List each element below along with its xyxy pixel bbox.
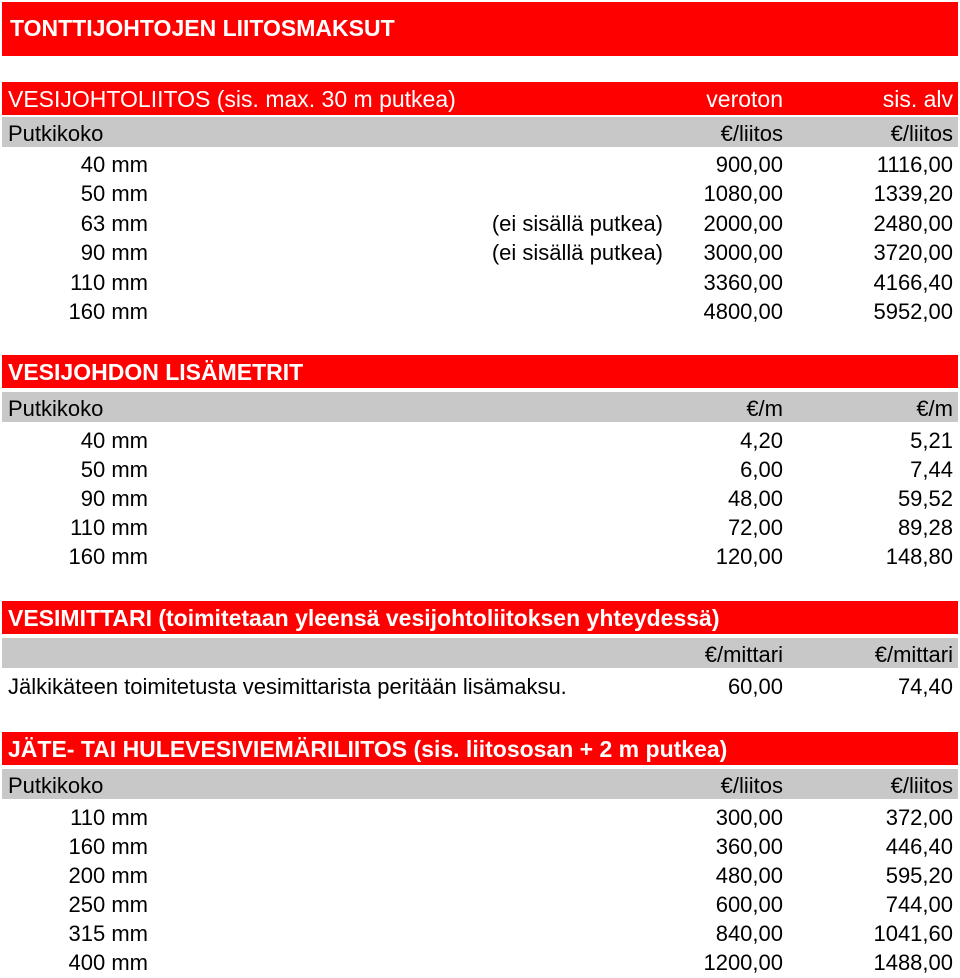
table-row [2, 830, 958, 859]
price-excl-vat: 1080,00 [703, 181, 783, 206]
meter-subheader [2, 638, 958, 668]
unit-label: €/mittari [874, 642, 953, 667]
pipe-size: 400 mm [68, 950, 148, 975]
pipe-size: 250 mm [68, 892, 148, 917]
table-row [2, 511, 958, 540]
pipe-size: 90 mm [80, 240, 148, 265]
price-incl-vat: 4166,40 [873, 270, 953, 295]
table-row [2, 424, 958, 453]
price-incl-vat: 1116,00 [876, 152, 953, 177]
row-note: (ei sisällä putkea) [491, 240, 663, 265]
price-excl-vat: 360,00 [715, 834, 783, 859]
price-incl-vat: 74,40 [897, 674, 953, 699]
pipe-size: 160 mm [68, 834, 148, 859]
pipe-size-label: Putkikoko [8, 121, 104, 146]
price-incl-vat: 89,28 [897, 515, 953, 540]
table-row [2, 888, 958, 917]
pipe-size: 110 mm [70, 270, 148, 295]
unit-label: €/liitos [720, 121, 783, 146]
table-row [2, 207, 958, 236]
price-excl-vat: 1200,00 [703, 950, 783, 975]
price-incl-vat: 1488,00 [873, 950, 953, 975]
extra-meters-header [2, 355, 958, 388]
price-excl-vat: 3000,00 [703, 240, 783, 265]
pipe-size: 160 mm [68, 544, 148, 569]
pipe-size-label: Putkikoko [8, 396, 104, 421]
extra-meters-title: VESIJOHDON LISÄMETRIT [8, 359, 304, 385]
price-excl-vat: 120,00 [715, 544, 783, 569]
row-note: (ei sisällä putkea) [491, 211, 663, 236]
price-excl-vat: 3360,00 [703, 270, 783, 295]
sewer-connection-title: JÄTE- TAI HULEVESIVIEMÄRILIITOS (sis. liitososan + 2 m putkea) [8, 736, 728, 762]
price-incl-vat: 595,20 [885, 863, 953, 888]
unit-label: €/m [746, 396, 783, 421]
table-row [2, 670, 958, 699]
page-title: TONTTIJOHTOJEN LIITOSMAKSUT [2, 2, 958, 56]
price-incl-vat: 59,52 [897, 486, 953, 511]
extra-subheader [2, 392, 958, 422]
unit-label: €/mittari [704, 642, 783, 667]
table-row [2, 540, 958, 569]
table-row [2, 266, 958, 295]
pipe-size-label: Putkikoko [8, 773, 104, 798]
table-row [2, 859, 958, 888]
price-incl-vat: 5,21 [910, 428, 953, 453]
table-row [2, 236, 958, 265]
price-excl-vat: 840,00 [715, 921, 783, 946]
price-excl-vat: 4,20 [740, 428, 783, 453]
pipe-size: 200 mm [68, 863, 148, 888]
pipe-size: 110 mm [70, 515, 148, 540]
price-incl-vat: 3720,00 [873, 240, 953, 265]
pipe-size: 160 mm [68, 299, 148, 324]
table-row [2, 482, 958, 511]
unit-label: €/liitos [890, 121, 953, 146]
price-incl-vat: 148,80 [885, 544, 953, 569]
price-incl-vat: 5952,00 [873, 299, 953, 324]
price-incl-vat: 446,40 [885, 834, 953, 859]
price-incl-vat: 2480,00 [873, 211, 953, 236]
col-alv-label: sis. alv [882, 86, 953, 112]
table-row [2, 148, 958, 177]
price-excl-vat: 4800,00 [703, 299, 783, 324]
meter-note: Jälkikäteen toimitetusta vesimittarista peritään lisämaksu. [8, 674, 567, 699]
price-excl-vat: 480,00 [715, 863, 783, 888]
price-incl-vat: 1041,60 [873, 921, 953, 946]
unit-label: €/liitos [890, 773, 953, 798]
pipe-size: 50 mm [80, 181, 148, 206]
col-veroton-label: veroton [706, 86, 783, 112]
price-excl-vat: 6,00 [740, 457, 783, 482]
pipe-size: 40 mm [80, 152, 148, 177]
price-excl-vat: 72,00 [727, 515, 783, 540]
price-excl-vat: 300,00 [715, 805, 783, 830]
price-excl-vat: 900,00 [715, 152, 783, 177]
table-row [2, 453, 958, 482]
pipe-size: 40 mm [80, 428, 148, 453]
unit-label: €/m [916, 396, 953, 421]
price-incl-vat: 7,44 [910, 457, 953, 482]
sewer-subheader [2, 769, 958, 799]
pipe-size: 63 mm [80, 211, 148, 236]
price-excl-vat: 600,00 [715, 892, 783, 917]
pipe-size: 50 mm [80, 457, 148, 482]
unit-label: €/liitos [720, 773, 783, 798]
pipe-size: 315 mm [68, 921, 148, 946]
sewer-connection-header [2, 732, 958, 765]
price-incl-vat: 744,00 [885, 892, 953, 917]
price-incl-vat: 1339,20 [873, 181, 953, 206]
table-row [2, 801, 958, 830]
pipe-size: 110 mm [70, 805, 148, 830]
table-row [2, 917, 958, 946]
price-excl-vat: 48,00 [727, 486, 783, 511]
pipe-size: 90 mm [80, 486, 148, 511]
water-connection-title: VESIJOHTOLIITOS (sis. max. 30 m putkea) [8, 86, 456, 112]
water-connection-header [2, 82, 958, 115]
table-row [2, 177, 958, 206]
water-meter-title: VESIMITTARI (toimitetaan yleensä vesijohtoliitoksen yhteydessä) [8, 605, 720, 631]
water-meter-header [2, 601, 958, 634]
price-incl-vat: 372,00 [885, 805, 953, 830]
price-excl-vat: 2000,00 [703, 211, 783, 236]
table-row [2, 946, 958, 975]
water-subheader [2, 117, 958, 147]
table-row [2, 295, 958, 324]
price-excl-vat: 60,00 [727, 674, 783, 699]
